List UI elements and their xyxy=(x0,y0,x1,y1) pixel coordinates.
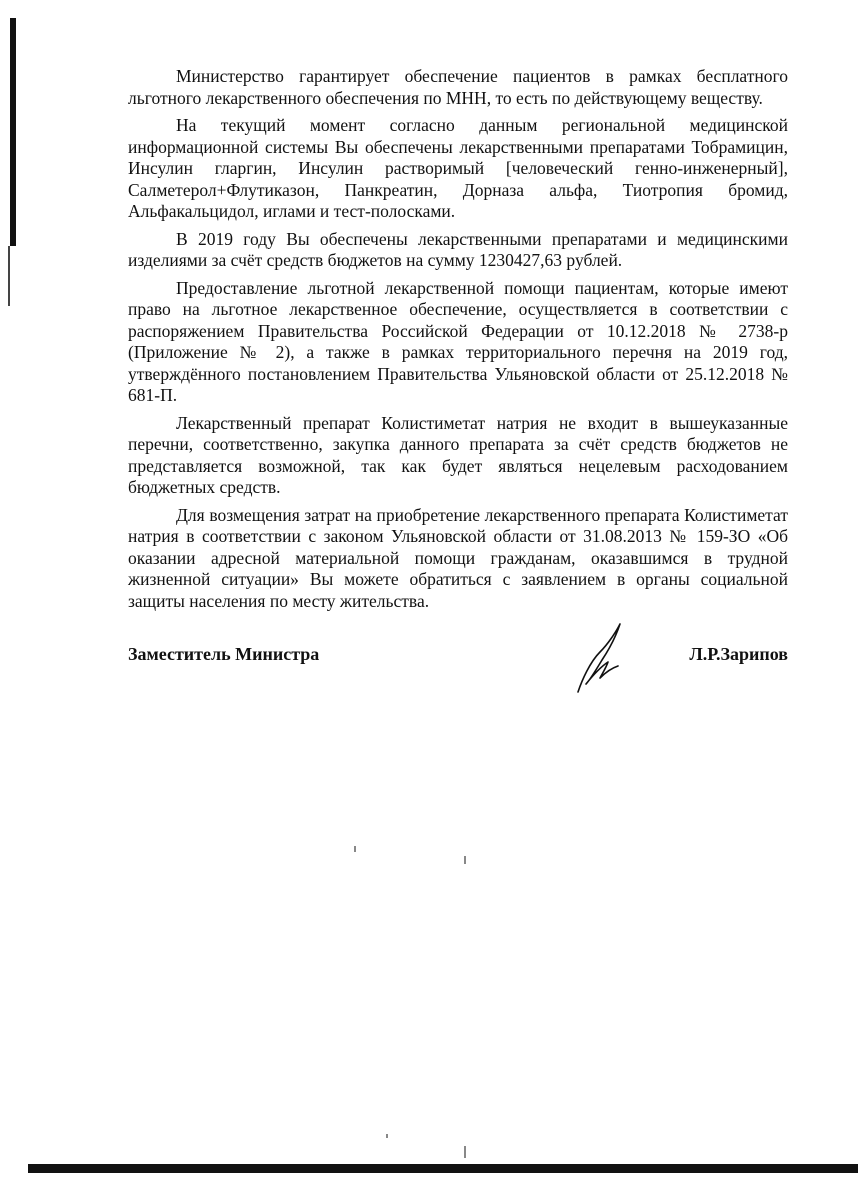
paragraph-legal-basis: Предоставление льготной лекарственной помощи пациентам, которые имеют право на льготное лекарственное обеспечение, осуществляется в соответствии с распоряжением Правительства Российской Федерации от 10.12.2018 № 2738-р (Приложение № 2), а также в рамках территориального перечня на 2019 год, утверждённого постановлением Правительства Ульяновской области от 25.12.2018 № 681-П. xyxy=(128,277,788,405)
paragraph-mnn-guarantee: Министерство гарантирует обеспечение пациентов в рамках бесплатного льготного лекарственного обеспечения по МНН, то есть по действующему веществу. xyxy=(128,66,788,108)
scan-speck xyxy=(464,856,466,864)
paragraph-2019-amount: В 2019 году Вы обеспечены лекарственными препаратами и медицинскими изделиями за счёт средств бюджетов на сумму 1230427,63 рублей. xyxy=(128,228,788,270)
signature-row xyxy=(128,644,788,674)
scan-edge-left-thin xyxy=(8,246,10,306)
letter-body xyxy=(128,66,788,618)
scan-edge-left xyxy=(10,18,16,246)
scan-speck xyxy=(354,846,356,852)
signatory-name: Л.Р.Зарипов xyxy=(689,644,788,664)
scan-speck xyxy=(464,1146,466,1158)
paragraph-colistimethate-not-included: Лекарственный препарат Колистиметат натрия не входит в вышеуказанные перечни, соответственно, закупка данного препарата за счёт средств бюджетов не представляется возможной, так как будет являться нецелевым расходованием бюджетных средств. xyxy=(128,412,788,497)
scan-edge-bottom xyxy=(28,1164,858,1173)
paragraph-compensation-options: Для возмещения затрат на приобретение лекарственного препарата Колистиметат натрия в соответствии с законом Ульяновской области от 31.08.2013 № 159-ЗО «Об оказании адресной материальной помощи гражданам, оказавшимся в трудной жизненной ситуации» Вы можете обратиться с заявлением в органы социальной защиты населения по месту жительства. xyxy=(128,504,788,611)
handwritten-signature-icon xyxy=(572,622,632,694)
paragraph-current-supply: На текущий момент согласно данным региональной медицинской информационной системы Вы обеспечены лекарственными препаратами Тобрамицин, Инсулин гларгин, Инсулин растворимый [человеческий генно-инженерный], Салметерол+Флутиказон, Панкреатин, Дорназа альфа, Тиотропия бромид, Альфакальцидол, иглами и тест-полосками. xyxy=(128,115,788,221)
scan-speck xyxy=(386,1134,388,1138)
signatory-title: Заместитель Министра xyxy=(128,644,320,664)
